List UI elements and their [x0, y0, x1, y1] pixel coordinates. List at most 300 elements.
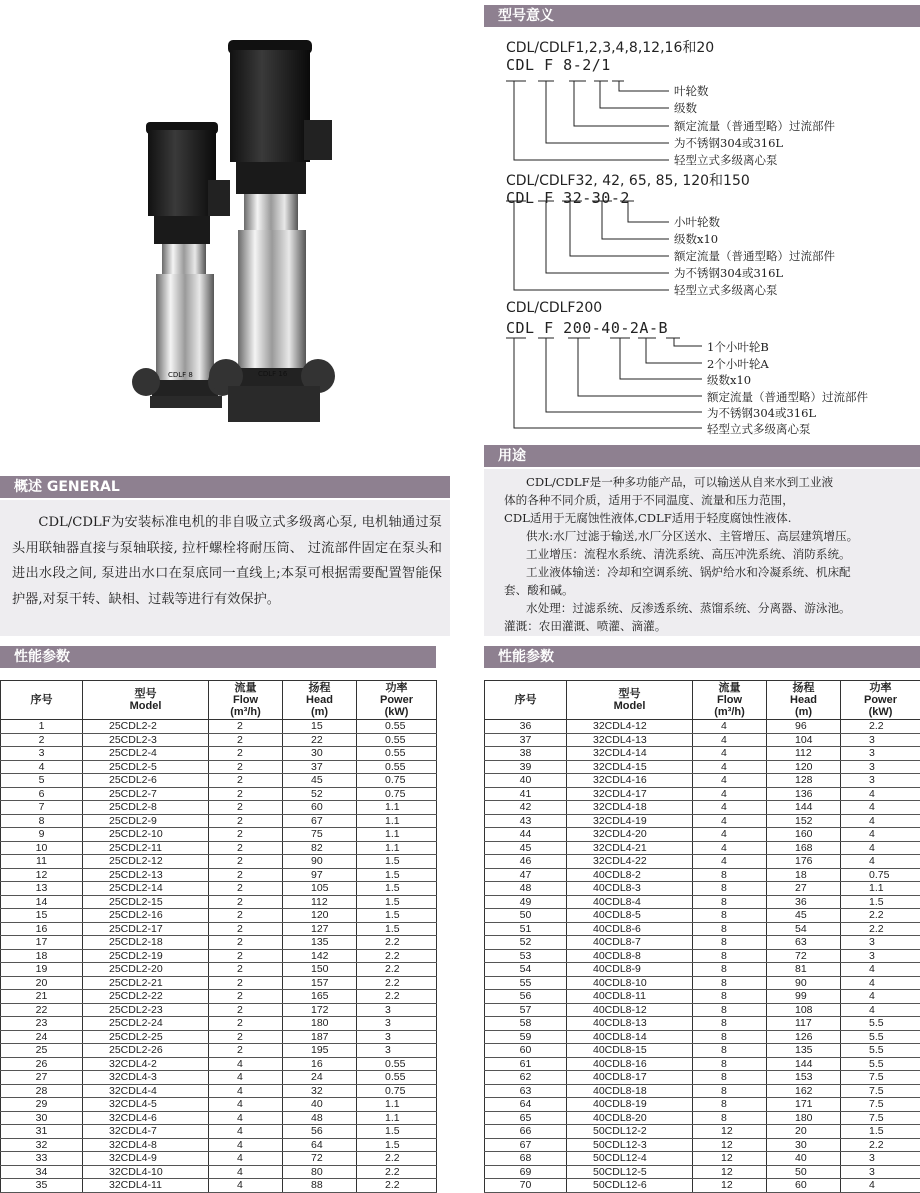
- cell-model: 40CDL8-16: [567, 1057, 693, 1071]
- header-no: 序号: [485, 681, 567, 720]
- table-row: [1, 855, 437, 869]
- model-group3-item: 级数x10: [707, 372, 751, 388]
- table-row: [485, 801, 920, 815]
- cell-no: 4: [1, 760, 83, 774]
- table-row: [485, 963, 920, 977]
- model-group1-item: 额定流量（普通型略）过流部件: [674, 118, 835, 134]
- cell-no: 46: [485, 855, 567, 869]
- cell-no: 67: [485, 1138, 567, 1152]
- model-group1-header: CDL/CDLF1,2,3,4,8,12,16和20: [506, 37, 714, 57]
- cell-head: 72: [767, 949, 841, 963]
- header-flow-en: Flow: [233, 694, 258, 706]
- cell-no: 11: [1, 855, 83, 869]
- cell-power: 1.5: [357, 1138, 437, 1152]
- cell-model: 25CDL2-10: [83, 828, 209, 842]
- cell-flow: 2: [209, 976, 283, 990]
- model-group2-item: 级数x10: [674, 231, 718, 247]
- cell-flow: 4: [693, 720, 767, 734]
- cell-flow: 4: [693, 828, 767, 842]
- table-row: [1, 801, 437, 815]
- cell-head: 60: [767, 1179, 841, 1193]
- table-row: [1, 828, 437, 842]
- cell-no: 44: [485, 828, 567, 842]
- cell-model: 50CDL12-6: [567, 1179, 693, 1193]
- cell-no: 25: [1, 1044, 83, 1058]
- cell-model: 32CDL4-3: [83, 1071, 209, 1085]
- cell-flow: 8: [693, 1017, 767, 1031]
- cell-head: 16: [283, 1057, 357, 1071]
- cell-head: 37: [283, 760, 357, 774]
- cell-no: 30: [1, 1111, 83, 1125]
- cell-no: 24: [1, 1030, 83, 1044]
- table-row: [485, 855, 920, 869]
- cell-model: 40CDL8-2: [567, 868, 693, 882]
- cell-power: 4: [841, 963, 920, 977]
- table-row: [485, 868, 920, 882]
- cell-flow: 4: [693, 774, 767, 788]
- header-power-en: Power: [380, 694, 413, 706]
- cell-power: 0.75: [841, 868, 920, 882]
- model-group3-code: CDL F 200-40-2A-B: [506, 319, 668, 337]
- header-power: [841, 681, 920, 720]
- cell-no: 14: [1, 895, 83, 909]
- cell-flow: 8: [693, 1111, 767, 1125]
- table-row: [485, 922, 920, 936]
- header-flow: [209, 681, 283, 720]
- table-row: [1, 1152, 437, 1166]
- cell-head: 40: [283, 1098, 357, 1112]
- cell-power: 3: [357, 1003, 437, 1017]
- cell-head: 142: [283, 949, 357, 963]
- cell-power: 0.55: [357, 720, 437, 734]
- cell-flow: 8: [693, 1071, 767, 1085]
- model-group2-item: 轻型立式多级离心泵: [674, 282, 778, 298]
- cell-power: 4: [841, 1179, 920, 1193]
- usage-line: 灌溉：农田灌溉、喷灌、滴灌。: [504, 617, 858, 635]
- model-group2-item: 为不锈钢304或316L: [674, 265, 783, 281]
- performance-table-left-body: [1, 720, 437, 1193]
- cell-no: 9: [1, 828, 83, 842]
- cell-flow: 4: [209, 1179, 283, 1193]
- table-row: [485, 882, 920, 896]
- cell-power: 3: [841, 1152, 920, 1166]
- cell-power: 2.2: [357, 936, 437, 950]
- cell-model: 32CDL4-12: [567, 720, 693, 734]
- table-row: [1, 1044, 437, 1058]
- table-row: [485, 1179, 920, 1193]
- usage-line: CDL/CDLF是一种多功能产品，可以输送从自来水到工业液: [504, 473, 858, 491]
- cell-model: 40CDL8-3: [567, 882, 693, 896]
- cell-model: 50CDL12-3: [567, 1138, 693, 1152]
- cell-model: 40CDL8-4: [567, 895, 693, 909]
- cell-no: 54: [485, 963, 567, 977]
- cell-model: 25CDL2-17: [83, 922, 209, 936]
- model-group1-item: 级数: [674, 100, 697, 116]
- table-row: [1, 868, 437, 882]
- cell-model: 32CDL4-22: [567, 855, 693, 869]
- cell-power: 1.5: [357, 868, 437, 882]
- cell-no: 1: [1, 720, 83, 734]
- header-flow: [693, 681, 767, 720]
- cell-flow: 4: [693, 747, 767, 761]
- table-row: [1, 733, 437, 747]
- cell-no: 32: [1, 1138, 83, 1152]
- usage-line: 工业增压：流程水系统、清洗系统、高压冲洗系统、消防系统。: [504, 545, 858, 563]
- cell-no: 70: [485, 1179, 567, 1193]
- cell-power: 2.2: [357, 949, 437, 963]
- cell-flow: 12: [693, 1138, 767, 1152]
- cell-head: 50: [767, 1165, 841, 1179]
- cell-power: 1.5: [357, 855, 437, 869]
- cell-flow: 2: [209, 868, 283, 882]
- cell-no: 62: [485, 1071, 567, 1085]
- cell-flow: 8: [693, 1084, 767, 1098]
- cell-flow: 8: [693, 976, 767, 990]
- cell-no: 64: [485, 1098, 567, 1112]
- model-group3-item: 额定流量（普通型略）过流部件: [707, 389, 868, 405]
- table-row: [1, 936, 437, 950]
- cell-head: 105: [283, 882, 357, 896]
- cell-flow: 4: [209, 1057, 283, 1071]
- cell-model: 40CDL8-8: [567, 949, 693, 963]
- table-row: [485, 733, 920, 747]
- cell-flow: 12: [693, 1165, 767, 1179]
- cell-flow: 4: [693, 787, 767, 801]
- header-head: [767, 681, 841, 720]
- cell-no: 12: [1, 868, 83, 882]
- cell-flow: 12: [693, 1152, 767, 1166]
- cell-power: 2.2: [841, 720, 920, 734]
- cell-power: 3: [841, 949, 920, 963]
- cell-head: 72: [283, 1152, 357, 1166]
- cell-model: 32CDL4-18: [567, 801, 693, 815]
- cell-head: 20: [767, 1125, 841, 1139]
- table-row: [485, 1044, 920, 1058]
- cell-head: 75: [283, 828, 357, 842]
- cell-no: 49: [485, 895, 567, 909]
- cell-model: 32CDL4-5: [83, 1098, 209, 1112]
- cell-power: 4: [841, 828, 920, 842]
- cell-flow: 8: [693, 868, 767, 882]
- header-model-cn: 型号: [135, 688, 157, 700]
- cell-no: 21: [1, 990, 83, 1004]
- cell-head: 32: [283, 1084, 357, 1098]
- table-row: [1, 922, 437, 936]
- cell-model: 50CDL12-5: [567, 1165, 693, 1179]
- cell-flow: 4: [693, 855, 767, 869]
- table-row: [485, 936, 920, 950]
- cell-power: 1.1: [357, 828, 437, 842]
- cell-head: 152: [767, 814, 841, 828]
- table-row: [485, 909, 920, 923]
- table-row: [485, 1165, 920, 1179]
- header-power-cn: 功率: [386, 682, 408, 694]
- table-row: [1, 1098, 437, 1112]
- cell-power: 1.1: [357, 1111, 437, 1125]
- cell-head: 135: [283, 936, 357, 950]
- cell-flow: 2: [209, 1017, 283, 1031]
- cell-power: 0.55: [357, 1071, 437, 1085]
- cell-flow: 2: [209, 909, 283, 923]
- cell-head: 56: [283, 1125, 357, 1139]
- cell-no: 38: [485, 747, 567, 761]
- cell-model: 32CDL4-17: [567, 787, 693, 801]
- cell-head: 126: [767, 1030, 841, 1044]
- cell-head: 88: [283, 1179, 357, 1193]
- cell-model: 40CDL8-7: [567, 936, 693, 950]
- cell-model: 25CDL2-26: [83, 1044, 209, 1058]
- cell-flow: 2: [209, 1003, 283, 1017]
- header-power-en: Power: [864, 694, 897, 706]
- cell-no: 20: [1, 976, 83, 990]
- cell-flow: 2: [209, 855, 283, 869]
- cell-model: 25CDL2-16: [83, 909, 209, 923]
- cell-head: 63: [767, 936, 841, 950]
- cell-power: 1.5: [357, 922, 437, 936]
- cell-power: 3: [357, 1017, 437, 1031]
- table-row: [1, 990, 437, 1004]
- cell-model: 40CDL8-18: [567, 1084, 693, 1098]
- cell-head: 36: [767, 895, 841, 909]
- cell-flow: 2: [209, 963, 283, 977]
- table-row: [485, 895, 920, 909]
- cell-power: 1.5: [841, 895, 920, 909]
- cell-no: 51: [485, 922, 567, 936]
- cell-head: 176: [767, 855, 841, 869]
- model-group3-item: 1个小叶轮B: [707, 339, 769, 355]
- table-row: [1, 976, 437, 990]
- cell-model: 40CDL8-13: [567, 1017, 693, 1031]
- cell-flow: 8: [693, 1030, 767, 1044]
- cell-power: 0.75: [357, 787, 437, 801]
- cell-flow: 2: [209, 774, 283, 788]
- cell-no: 19: [1, 963, 83, 977]
- cell-model: 50CDL12-4: [567, 1152, 693, 1166]
- table-row: [1, 949, 437, 963]
- table-row: [1, 1179, 437, 1193]
- cell-power: 5.5: [841, 1030, 920, 1044]
- model-group1-item: 为不锈钢304或316L: [674, 135, 783, 151]
- model-group2-item: 额定流量（普通型略）过流部件: [674, 248, 835, 264]
- cell-model: 25CDL2-8: [83, 801, 209, 815]
- cell-head: 112: [283, 895, 357, 909]
- cell-flow: 2: [209, 949, 283, 963]
- header-model-en: Model: [614, 700, 646, 712]
- cell-head: 112: [767, 747, 841, 761]
- usage-title: 用途: [484, 445, 920, 467]
- cell-no: 18: [1, 949, 83, 963]
- cell-model: 32CDL4-14: [567, 747, 693, 761]
- cell-power: 2.2: [357, 990, 437, 1004]
- cell-head: 96: [767, 720, 841, 734]
- usage-line: 水处理：过滤系统、反渗透系统、蒸馏系统、分离器、游泳池。: [504, 599, 858, 617]
- cell-flow: 8: [693, 895, 767, 909]
- cell-model: 25CDL2-15: [83, 895, 209, 909]
- header-head-unit: (m): [795, 706, 812, 718]
- cell-model: 25CDL2-21: [83, 976, 209, 990]
- table-row: [485, 1084, 920, 1098]
- cell-flow: 2: [209, 787, 283, 801]
- cell-model: 25CDL2-22: [83, 990, 209, 1004]
- cell-model: 25CDL2-12: [83, 855, 209, 869]
- cell-head: 48: [283, 1111, 357, 1125]
- table-row: [485, 1003, 920, 1017]
- cell-flow: 2: [209, 733, 283, 747]
- cell-model: 32CDL4-7: [83, 1125, 209, 1139]
- cell-no: 45: [485, 841, 567, 855]
- table-row: [1, 841, 437, 855]
- cell-power: 3: [841, 1165, 920, 1179]
- cell-head: 128: [767, 774, 841, 788]
- cell-head: 162: [767, 1084, 841, 1098]
- cell-head: 15: [283, 720, 357, 734]
- cell-no: 7: [1, 801, 83, 815]
- table-row: [1, 1030, 437, 1044]
- cell-flow: 8: [693, 949, 767, 963]
- overview-panel: [0, 500, 450, 636]
- header-head: [283, 681, 357, 720]
- table-row: [485, 828, 920, 842]
- model-group3-item: 2个小叶轮A: [707, 356, 769, 372]
- cell-head: 135: [767, 1044, 841, 1058]
- cell-no: 39: [485, 760, 567, 774]
- cell-model: 25CDL2-7: [83, 787, 209, 801]
- cell-power: 5.5: [841, 1017, 920, 1031]
- cell-head: 120: [283, 909, 357, 923]
- cell-no: 41: [485, 787, 567, 801]
- cell-no: 57: [485, 1003, 567, 1017]
- cell-head: 136: [767, 787, 841, 801]
- table-row: [485, 1017, 920, 1031]
- cell-no: 47: [485, 868, 567, 882]
- cell-model: 32CDL4-20: [567, 828, 693, 842]
- table-row: [1, 774, 437, 788]
- header-head-cn: 扬程: [793, 682, 815, 694]
- header-no: 序号: [1, 681, 83, 720]
- cell-no: 13: [1, 882, 83, 896]
- cell-head: 117: [767, 1017, 841, 1031]
- table-row: [485, 1098, 920, 1112]
- table-row: [485, 949, 920, 963]
- cell-flow: 2: [209, 801, 283, 815]
- large-pump: [209, 40, 335, 422]
- model-group2-code: CDL F 32-30-2: [506, 189, 630, 207]
- table-row: [1, 787, 437, 801]
- performance-table-right: [484, 680, 920, 1193]
- cell-no: 63: [485, 1084, 567, 1098]
- table-row: [485, 841, 920, 855]
- table-row: [485, 814, 920, 828]
- header-model: [567, 681, 693, 720]
- cell-power: 1.1: [357, 801, 437, 815]
- table-row: [485, 1057, 920, 1071]
- cell-model: 32CDL4-10: [83, 1165, 209, 1179]
- cell-power: 2.2: [841, 922, 920, 936]
- cell-head: 52: [283, 787, 357, 801]
- pump-product-image: [110, 30, 360, 440]
- cell-model: 32CDL4-16: [567, 774, 693, 788]
- header-flow-cn: 流量: [235, 682, 257, 694]
- cell-power: 1.5: [357, 909, 437, 923]
- cell-flow: 8: [693, 1003, 767, 1017]
- cell-power: 4: [841, 976, 920, 990]
- cell-no: 23: [1, 1017, 83, 1031]
- performance-table-right-body: [485, 720, 920, 1193]
- cell-head: 171: [767, 1098, 841, 1112]
- cell-power: 2.2: [357, 976, 437, 990]
- cell-flow: 2: [209, 1044, 283, 1058]
- cell-model: 32CDL4-21: [567, 841, 693, 855]
- cell-head: 157: [283, 976, 357, 990]
- header-flow-en: Flow: [717, 694, 742, 706]
- cell-head: 172: [283, 1003, 357, 1017]
- header-model: [83, 681, 209, 720]
- usage-line: 套、酸和碱。: [504, 581, 858, 599]
- cell-flow: 4: [693, 841, 767, 855]
- cell-head: 80: [283, 1165, 357, 1179]
- cell-model: 40CDL8-20: [567, 1111, 693, 1125]
- cell-head: 30: [283, 747, 357, 761]
- model-meaning-title: 型号意义: [484, 5, 920, 27]
- cell-head: 104: [767, 733, 841, 747]
- performance-table-left: [0, 680, 437, 1193]
- cell-head: 24: [283, 1071, 357, 1085]
- cell-no: 40: [485, 774, 567, 788]
- cell-head: 97: [283, 868, 357, 882]
- cell-power: 7.5: [841, 1111, 920, 1125]
- table-row: [1, 814, 437, 828]
- cell-no: 15: [1, 909, 83, 923]
- cell-flow: 2: [209, 828, 283, 842]
- table-row: [1, 909, 437, 923]
- cell-model: 25CDL2-9: [83, 814, 209, 828]
- cell-power: 0.55: [357, 1057, 437, 1071]
- cell-flow: 8: [693, 936, 767, 950]
- table-row: [1, 882, 437, 896]
- cell-flow: 12: [693, 1125, 767, 1139]
- table-row: [485, 720, 920, 734]
- cell-head: 18: [767, 868, 841, 882]
- header-power-unit: (kW): [869, 706, 893, 718]
- cell-no: 58: [485, 1017, 567, 1031]
- cell-no: 28: [1, 1084, 83, 1098]
- cell-no: 17: [1, 936, 83, 950]
- cell-model: 40CDL8-11: [567, 990, 693, 1004]
- cell-no: 5: [1, 774, 83, 788]
- cell-model: 25CDL2-18: [83, 936, 209, 950]
- cell-flow: 2: [209, 720, 283, 734]
- cell-head: 195: [283, 1044, 357, 1058]
- cell-no: 53: [485, 949, 567, 963]
- table-row: [1, 1003, 437, 1017]
- cell-head: 153: [767, 1071, 841, 1085]
- cell-no: 34: [1, 1165, 83, 1179]
- cell-flow: 4: [693, 814, 767, 828]
- cell-model: 25CDL2-5: [83, 760, 209, 774]
- cell-power: 1.5: [357, 1125, 437, 1139]
- cell-flow: 2: [209, 760, 283, 774]
- cell-head: 150: [283, 963, 357, 977]
- table-row: [1, 1057, 437, 1071]
- table-row: [485, 1071, 920, 1085]
- cell-power: 7.5: [841, 1098, 920, 1112]
- cell-head: 22: [283, 733, 357, 747]
- model-group3-header: CDL/CDLF200: [506, 300, 602, 316]
- cell-no: 50: [485, 909, 567, 923]
- cell-model: 25CDL2-11: [83, 841, 209, 855]
- cell-power: 0.55: [357, 760, 437, 774]
- cell-flow: 4: [693, 733, 767, 747]
